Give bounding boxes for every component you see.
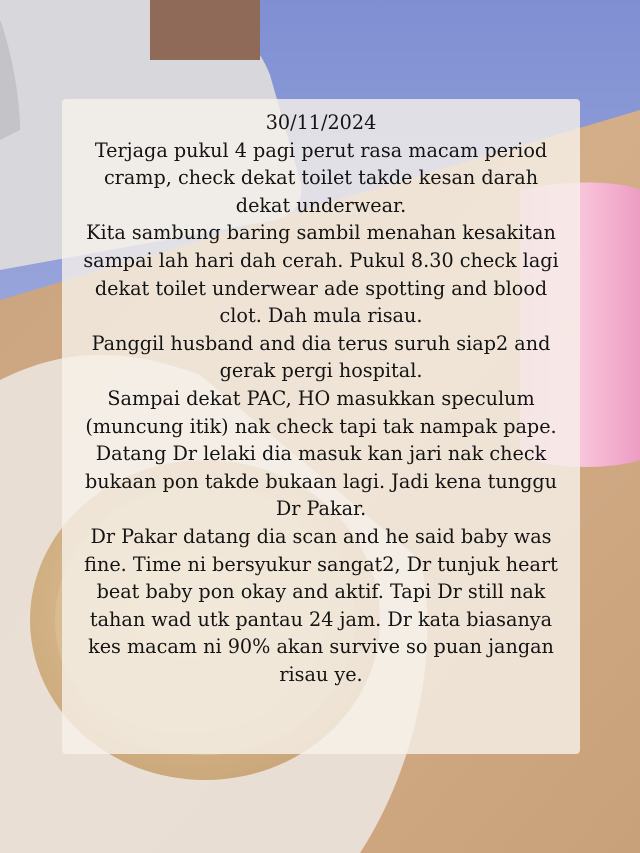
post-line: Terjaga pukul 4 pagi perut rasa macam period: [94, 138, 548, 162]
post-line: gerak pergi hospital.: [219, 359, 423, 383]
post-line: Sampai dekat PAC, HO masukkan speculum: [107, 386, 535, 410]
post-line: fine. Time ni bersyukur sangat2, Dr tunjuk heart: [84, 552, 558, 576]
post-line: dekat toilet underwear ade spotting and blood: [94, 276, 548, 300]
post-line: Dr Pakar.: [275, 497, 367, 521]
post-line: tahan wad utk pantau 24 jam. Dr kata biasanya: [89, 607, 553, 631]
post-line: risau ye.: [279, 662, 363, 686]
post-date: 30/11/2024: [265, 111, 377, 134]
post-line: clot. Dah mula risau.: [219, 304, 423, 328]
post-line: dekat underwear.: [235, 193, 407, 217]
post-line: (muncung itik) nak check tapi tak nampak pape.: [85, 414, 557, 438]
post-line: Datang Dr lelaki dia masuk kan jari nak check: [95, 442, 547, 466]
post-line: Dr Pakar datang dia scan and he said baby was: [90, 524, 552, 548]
text-overlay-card: [62, 99, 580, 754]
post-line: Kita sambung baring sambil menahan kesakitan: [86, 221, 556, 245]
post-line: bukaan pon takde bukaan lagi. Jadi kena tunggu: [84, 469, 558, 493]
post-line: cramp, check dekat toilet takde kesan darah: [103, 166, 539, 190]
post-line: sampai lah hari dah cerah. Pukul 8.30 check lagi: [83, 248, 559, 272]
dark-box: [150, 0, 260, 60]
post-line: Panggil husband and dia terus suruh siap2 and: [91, 331, 551, 355]
post-line: beat baby pon okay and aktif. Tapi Dr still nak: [96, 580, 546, 604]
post-line: kes macam ni 90% akan survive so puan jangan: [88, 635, 554, 659]
